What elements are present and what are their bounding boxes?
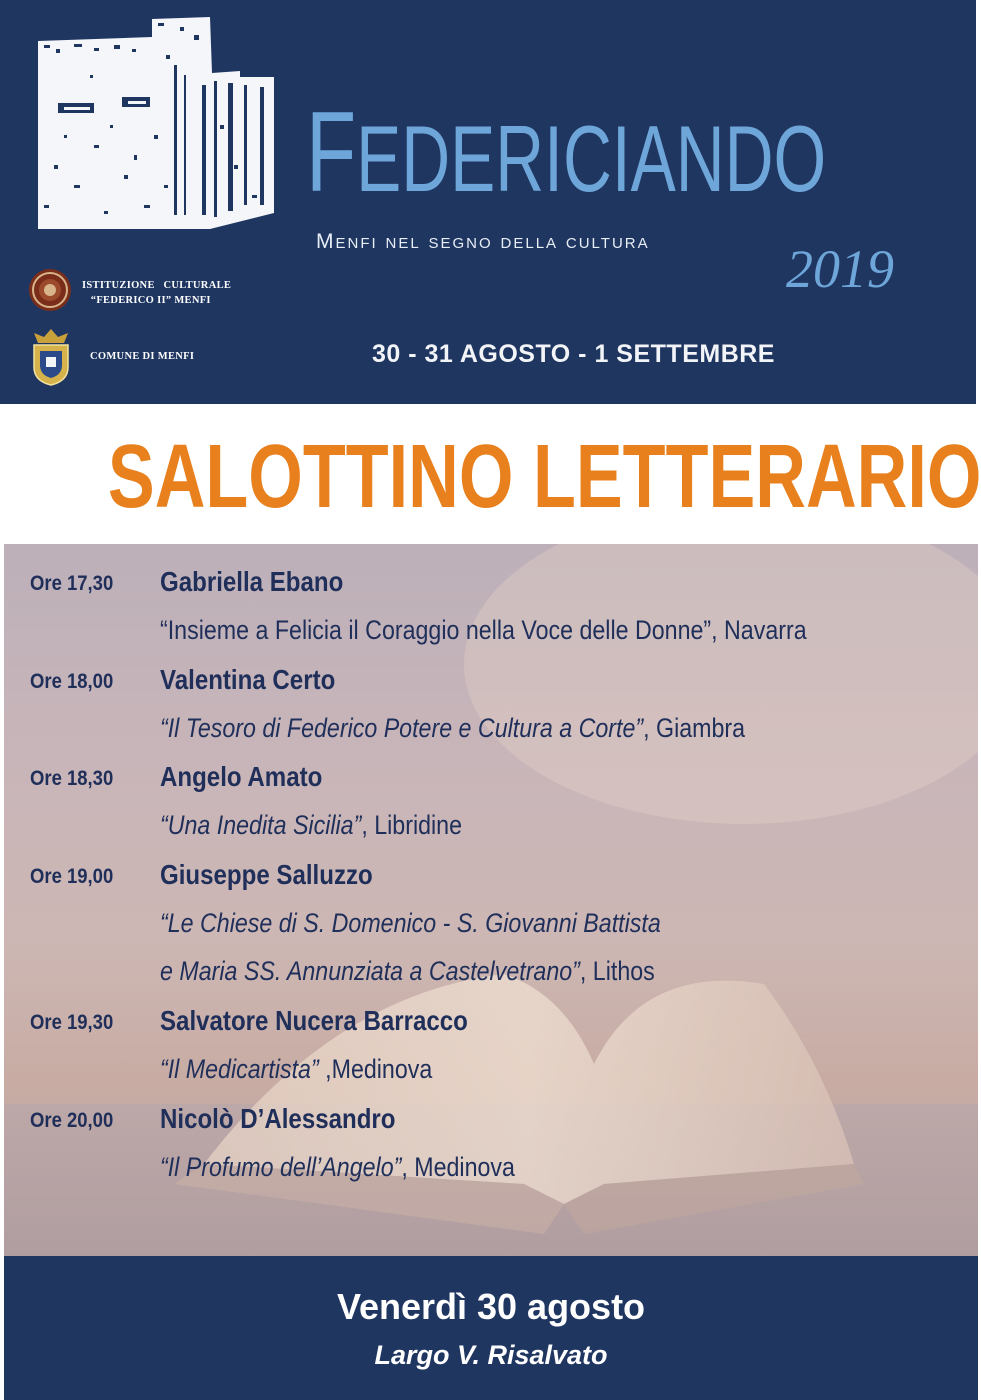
entry-work — [160, 615, 807, 646]
work-publisher: , Lithos — [579, 956, 655, 986]
footer-banner — [4, 1256, 978, 1400]
festival-year: 2019 — [786, 239, 894, 299]
entry-time: Ore 19,30 — [30, 1011, 114, 1034]
work-title: “Insieme a Felicia il Coraggio nella Voce delle Donne” — [160, 615, 712, 645]
program-panel — [4, 544, 978, 1256]
work-publisher: , Libridine — [361, 810, 463, 840]
work-title: “Il Medicartista” — [160, 1054, 319, 1084]
entry-work-continued — [160, 956, 655, 987]
event-location: Largo V. Risalvato — [374, 1340, 608, 1370]
festival-title-rest: EDERICIANDO — [356, 106, 827, 211]
work-title: “Una Inedita Sicilia” — [160, 810, 362, 840]
event-date: Venerdì 30 agosto — [336, 1286, 646, 1327]
entry-work — [160, 908, 661, 939]
work-title: e Maria SS. Annunziata a Castelvetrano” — [160, 956, 580, 986]
work-publisher: , Medinova — [401, 1152, 515, 1182]
work-title: “Le Chiese di S. Domenico - S. Giovanni Battista — [160, 908, 661, 938]
work-publisher: , Giambra — [643, 713, 746, 743]
entry-author: Giuseppe Salluzzo — [160, 859, 373, 890]
entry-work — [160, 1054, 432, 1085]
institution-label: ISTITUZIONE CULTURALE “FEDERICO II” MENFI — [82, 280, 232, 306]
entry-work — [160, 1152, 515, 1183]
festival-title — [306, 89, 827, 216]
entry-author: Nicolò D’Alessandro — [160, 1103, 396, 1134]
entry-author: Gabriella Ebano — [160, 566, 344, 597]
entry-time: Ore 17,30 — [30, 572, 114, 595]
work-title: “Il Profumo dell’Angelo” — [160, 1152, 402, 1182]
festival-title-initial: F — [306, 89, 357, 216]
entry-work — [160, 713, 745, 744]
open-book-background-image — [4, 544, 978, 1256]
entry-author: Angelo Amato — [160, 761, 323, 792]
castle-logo — [34, 15, 276, 233]
entry-time: Ore 18,00 — [30, 670, 114, 693]
section-title: SALOTTINO LETTERARIO — [107, 427, 981, 527]
entry-author: Valentina Certo — [160, 664, 336, 695]
entry-time: Ore 19,00 — [30, 865, 114, 888]
entry-work — [160, 810, 462, 841]
comune-label: COMUNE DI MENFI — [90, 351, 195, 362]
work-publisher: , Navarra — [711, 615, 807, 645]
entry-time: Ore 20,00 — [30, 1109, 114, 1132]
institution-seal-icon — [28, 268, 72, 312]
entry-time: Ore 18,30 — [30, 767, 114, 790]
entry-author: Salvatore Nucera Barracco — [160, 1005, 468, 1036]
festival-subtitle: Menfi nel segno della cultura — [316, 230, 650, 253]
work-title: “Il Tesoro di Federico Potere e Cultura a Corte” — [160, 713, 644, 743]
festival-dates: 30 - 31 AGOSTO - 1 SETTEMBRE — [372, 340, 775, 368]
header-banner — [0, 0, 976, 404]
work-publisher: ,Medinova — [318, 1054, 433, 1084]
comune-crest-icon — [28, 327, 74, 387]
